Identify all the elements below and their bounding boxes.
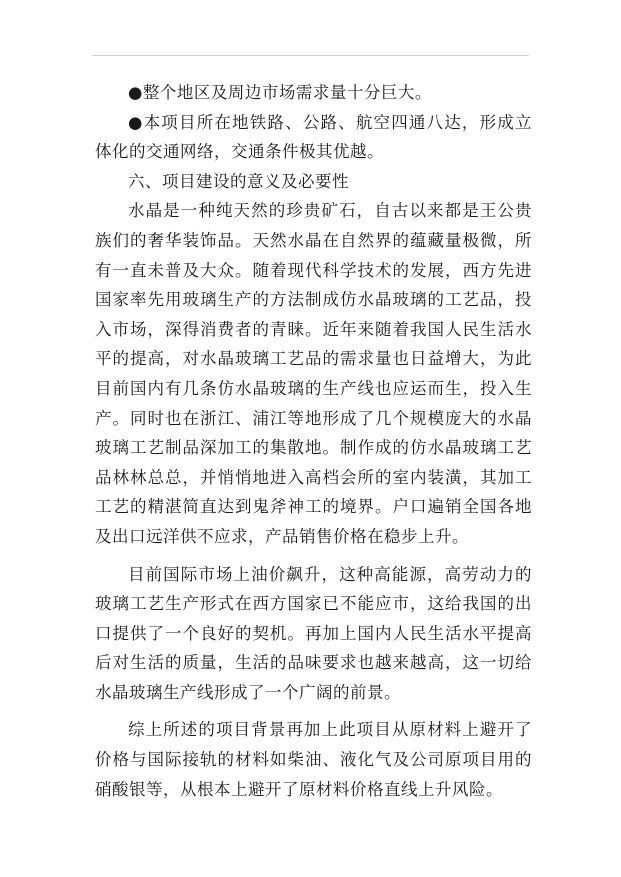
document-body	[95, 78, 532, 804]
paragraph-international-market: 目前国际市场上油价飙升，这种高能源，高劳动力的玻璃工艺生产形式在西方国家已不能应市，这给我国的出口提供了一个良好的契机。再加上国内人民生活水平提高后对生活的质量，生活的品味要求也越来越高，这一切给水晶玻璃生产线形成了一个广阔的前景。	[95, 564, 532, 702]
bullet-transportation: ●本项目所在地铁路、公路、航空四通八达，形成立体化的交通网络，交通条件极其优越。	[95, 112, 532, 162]
header-rule	[92, 55, 529, 56]
bullet-market-demand: ●整个地区及周边市场需求量十分巨大。	[128, 83, 432, 102]
paragraph-conclusion: 综上所述的项目背景再加上此项目从原材料上避开了价格与国际接轨的材料如柴油、液化气及公司原项目用的硝酸银等，从根本上避开了原材料价格直线上升风险。	[95, 720, 532, 799]
paragraph-crystal-background: 水晶是一种纯天然的珍贵矿石，自古以来都是王公贵族们的奢华装饰品。天然水晶在自然界的蕴藏量极微，所有一直未普及大众。随着现代科学技术的发展，西方先进国家率先用玻璃生产的方法制成仿水晶玻璃的工艺品，投入市场，深得消费者的青睐。近年来随着我国人民生活水平的提高，对水晶玻璃工艺品的需求量也日益增大，为此目前国内有几条仿水晶玻璃的生产线也应运而生，投入生产。同时也在浙江、浦江等地形成了几个规模庞大的水晶玻璃工艺制品深加工的集散地。制作成的仿水晶玻璃工艺品林林总总，并悄悄地进入高档会所的室内装潢，其加工工艺的精湛简直达到鬼斧神工的境界。户口遍销全国各地及出口远洋供不应求，产品销售价格在稳步上升。	[95, 201, 532, 546]
section-heading: 六、项目建设的意义及必要性	[128, 171, 349, 191]
